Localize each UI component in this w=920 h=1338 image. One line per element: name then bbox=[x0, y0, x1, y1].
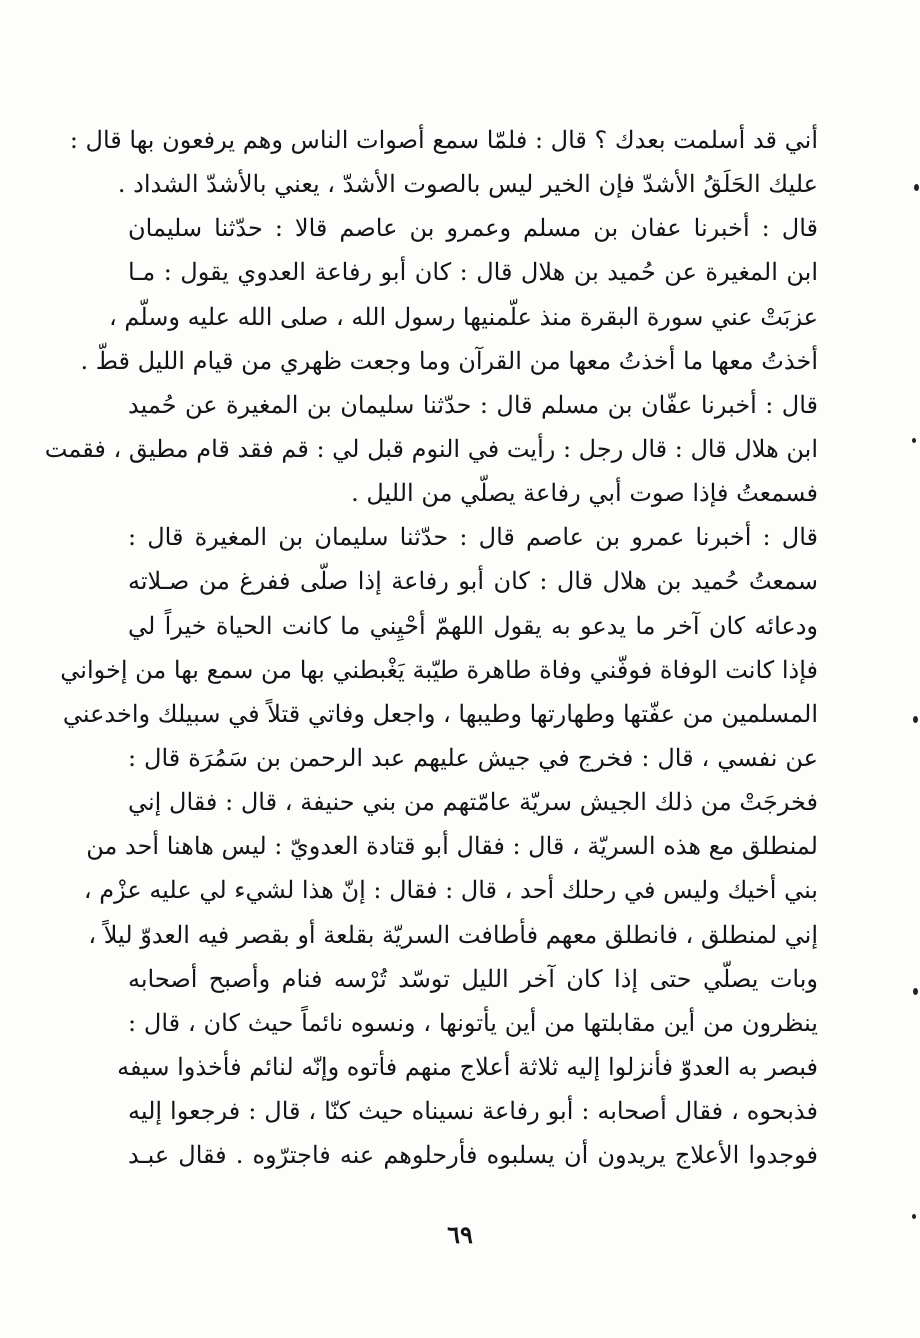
text-line: ابن المغيرة عن حُميد بن هلال قال : كان أبو رفاعة العدوي يقول : مـا bbox=[128, 258, 818, 287]
text-line: قال : أخبرنا عمرو بن عاصم قال : حدّثنا سليمان بن المغيرة قال : bbox=[128, 523, 818, 552]
text-line: لمنطلق مع هذه السريّة ، قال : فقال أبو قتادة العدويّ : ليس هاهنا أحد من bbox=[86, 832, 818, 861]
text-line: ودعائه كان آخر ما يدعو به يقول اللهمّ أحْيِني ما كانت الحياة خيراً لي bbox=[128, 611, 818, 640]
body-text bbox=[44, 118, 818, 1177]
text-line: فسمعتُ فإذا صوت أبي رفاعة يصلّي من الليل . bbox=[351, 479, 818, 508]
text-line: عليك الحَلَقُ الأشدّ فإن الخير ليس بالصوت الأشدّ ، يعني بالأشدّ الشداد . bbox=[117, 170, 818, 199]
text-line: عن نفسي ، قال : فخرج في جيش عليهم عبد الرحمن بن سَمُرَة قال : bbox=[128, 743, 818, 772]
scan-mark bbox=[914, 184, 919, 191]
text-line: قال : أخبرنا عفّان بن مسلم قال : حدّثنا سليمان بن المغيرة عن حُميد bbox=[128, 390, 818, 419]
scan-mark bbox=[912, 438, 916, 443]
text-line: فإذا كانت الوفاة فوفّني وفاة طاهرة طيّبة يَغْبطني بها من سمع بها من إخواني bbox=[60, 655, 818, 684]
text-line: فخرجَتْ من ذلك الجيش سريّة عامّتهم من بني حنيفة ، قال : فقال إني bbox=[128, 788, 818, 817]
scan-mark bbox=[912, 1214, 916, 1219]
text-line: فوجدوا الأعلاج يريدون أن يسلبوه فأرحلوهم عنه فاجترّوه . فقال عبـد bbox=[128, 1141, 818, 1170]
text-line: إني لمنطلق ، فانطلق معهم فأطافت السريّة بقلعة أو بقصر فيه العدوّ ليلاً ، bbox=[88, 920, 818, 949]
text-line: المسلمين من عفّتها وطهارتها وطيبها ، واجعل وفاتي قتلاً في سبيلك واخدعني bbox=[62, 699, 818, 728]
text-line: أني قد أسلمت بعدك ؟ قال : فلمّا سمع أصوات الناس وهم يرفعون بها قال : bbox=[69, 126, 818, 154]
scan-mark bbox=[913, 988, 918, 995]
text-line: سمعتُ حُميد بن هلال قال : كان أبو رفاعة إذا صلّى ففرغ من صـلاته bbox=[128, 567, 818, 596]
text-line: عزبَتْ عني سورة البقرة منذ علّمنيها رسول الله ، صلى الله عليه وسلّم ، bbox=[108, 302, 818, 331]
text-line: فذبحوه ، فقال أصحابه : أبو رفاعة نسيناه حيث كنّا ، قال : فرجعوا إليه bbox=[128, 1097, 818, 1126]
text-line: وبات يصلّي حتى إذا كان آخر الليل توسّد تُرْسه فنام وأصبح أصحابه bbox=[128, 964, 818, 993]
page-number: ٦٩ bbox=[447, 1220, 473, 1249]
text-line: قال : أخبرنا عفان بن مسلم وعمرو بن عاصم قالا : حدّثنا سليمان bbox=[128, 214, 818, 243]
text-line: فبصر به العدوّ فأنزلوا إليه ثلاثة أعلاج منهم فأتوه وإنّه لنائم فأخذوا سيفه bbox=[117, 1052, 818, 1081]
text-line: أخذتُ معها ما أخذتُ معها من القرآن وما وجعت ظهري من قيام الليل قطّ . bbox=[80, 346, 818, 375]
text-line: ابن هلال قال : قال رجل : رأيت في النوم قبل لي : قم فقد قام مطيق ، فقمت bbox=[44, 434, 818, 463]
text-line: ينظرون من أين مقابلتها من أين يأتونها ، ونسوه نائماً حيث كان ، قال : bbox=[128, 1008, 818, 1037]
scan-mark bbox=[913, 716, 918, 723]
text-line: بني أخيك وليس في رحلك أحد ، قال : فقال : إنّ هذا لشيء لي عليه عزْم ، bbox=[83, 876, 818, 905]
